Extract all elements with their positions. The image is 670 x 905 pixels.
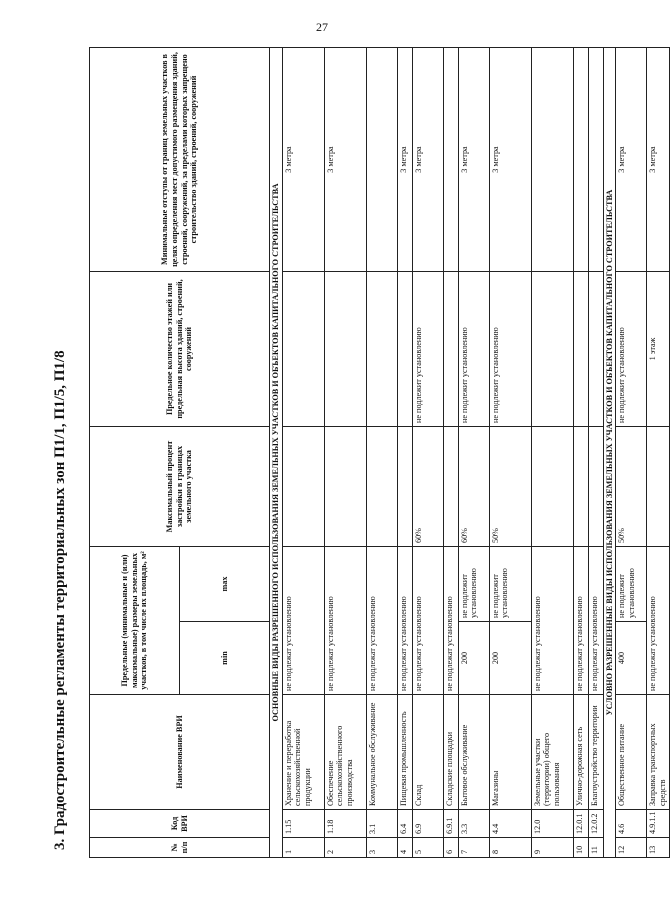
row-code: 4.4	[489, 810, 531, 838]
row-code: 1.15	[282, 810, 324, 838]
row-num: 10	[573, 838, 588, 858]
table-row	[443, 48, 458, 858]
row-code: 3.3	[458, 810, 489, 838]
row-num: 6	[443, 838, 458, 858]
row-max: не подлежит установлению	[458, 547, 489, 622]
table-row	[616, 48, 647, 858]
section-title: 3. Градостроительные регламенты территориальных зон П1/1, П1/5, П1/8	[52, 350, 68, 850]
page-number: 27	[316, 20, 328, 34]
row-name: Земельные участки (территории) общего пользования	[531, 695, 573, 810]
row-floors: не подлежит установлению	[412, 272, 443, 427]
row-num: 2	[324, 838, 366, 858]
row-floors	[324, 272, 366, 427]
row-size: не подлежат установлению	[412, 547, 443, 695]
row-num: 11	[588, 838, 603, 858]
row-coverage	[647, 427, 669, 547]
row-setback	[366, 48, 397, 272]
row-setback: 3 метра	[397, 48, 412, 272]
header-size-group: Предельные (минимальные и (или) максимальные) размеры земельных участков, в том числе их площадь, м²	[90, 547, 180, 695]
row-setback	[443, 48, 458, 272]
row-min: 400	[616, 622, 647, 695]
table-row	[573, 48, 588, 858]
row-setback: 3 метра	[282, 48, 324, 272]
section-main-row: ОСНОВНЫЕ ВИДЫ РАЗРЕШЕННОГО ИСПОЛЬЗОВАНИЯ ЗЕМЕЛЬНЫХ УЧАСТКОВ И ОБЪЕКТОВ КАПИТАЛЬНОГО СТРОИТЕЛЬСТВА	[270, 48, 283, 858]
row-coverage	[531, 427, 573, 547]
section-conditional-row: УСЛОВНО РАЗРЕШЕННЫЕ ВИДЫ ИСПОЛЬЗОВАНИЯ ЗЕМЕЛЬНЫХ УЧАСТКОВ И ОБЪЕКТОВ КАПИТАЛЬНОГО СТРОИТЕЛЬСТВА	[603, 48, 616, 858]
row-code: 6.9	[412, 810, 443, 838]
header-max: max	[180, 547, 270, 622]
row-setback: 3 метра	[616, 48, 647, 272]
table-row	[282, 48, 324, 858]
row-name: Общественное питание	[616, 695, 647, 810]
row-code: 6.9.1	[443, 810, 458, 838]
row-floors	[443, 272, 458, 427]
table-row	[324, 48, 366, 858]
header-setback: Минимальные отступы от границ земельных участков в целях определения мест допустимого размещения зданий, строений, сооружений, за пределами которых запрещено строительство зданий, строений, сооружений	[90, 48, 270, 272]
row-floors: не подлежит установлению	[458, 272, 489, 427]
row-coverage: 50%	[489, 427, 531, 547]
row-size: не подлежат установлению	[573, 547, 588, 695]
row-coverage	[397, 427, 412, 547]
row-name: Бытовое обслуживание	[458, 695, 489, 810]
row-name: Пищевая промышленность	[397, 695, 412, 810]
table-row	[588, 48, 603, 858]
row-size: не подлежат установлению	[443, 547, 458, 695]
row-min: 200	[489, 622, 531, 695]
table-row	[531, 48, 573, 858]
row-size: не подлежат установлению	[366, 547, 397, 695]
row-coverage	[324, 427, 366, 547]
row-num: 3	[366, 838, 397, 858]
row-setback	[531, 48, 573, 272]
row-floors	[573, 272, 588, 427]
table-row	[397, 48, 412, 858]
row-num: 8	[489, 838, 531, 858]
header-min: min	[180, 622, 270, 695]
row-size: не подлежат установлению	[282, 547, 324, 695]
row-coverage	[366, 427, 397, 547]
row-floors	[588, 272, 603, 427]
row-floors: не подлежит установлению	[616, 272, 647, 427]
row-name: Заправка транспортных средств	[647, 695, 669, 810]
row-max: не подлежит установлению	[489, 547, 531, 622]
row-num: 5	[412, 838, 443, 858]
table-row	[647, 48, 669, 858]
table-row	[412, 48, 443, 858]
row-name: Улично-дорожная сеть	[573, 695, 588, 810]
row-num: 12	[616, 838, 647, 858]
row-name: Склад	[412, 695, 443, 810]
row-num: 4	[397, 838, 412, 858]
row-min: 200	[458, 622, 489, 695]
table-row	[366, 48, 397, 858]
row-name: Магазины	[489, 695, 531, 810]
row-setback	[588, 48, 603, 272]
row-code: 1.18	[324, 810, 366, 838]
row-setback: 3 метра	[412, 48, 443, 272]
row-coverage	[282, 427, 324, 547]
row-code: 4.6	[616, 810, 647, 838]
row-code: 12.0.1	[573, 810, 588, 838]
row-setback: 3 метра	[647, 48, 669, 272]
row-name: Обеспечение сельскохозяйственного производства	[324, 695, 366, 810]
row-size: не подлежат установлению	[588, 547, 603, 695]
row-size: не подлежат установлению	[647, 547, 669, 695]
row-code: 3.1	[366, 810, 397, 838]
row-code: 12.0	[531, 810, 573, 838]
row-num: 7	[458, 838, 489, 858]
header-num: № п/п	[90, 838, 270, 858]
row-coverage: 60%	[458, 427, 489, 547]
table-row	[458, 48, 489, 858]
row-num: 1	[282, 838, 324, 858]
row-floors	[397, 272, 412, 427]
row-coverage	[588, 427, 603, 547]
row-setback	[573, 48, 588, 272]
regulations-table	[89, 47, 670, 858]
row-name: Хранение и переработка сельскохозяйственной продукции	[282, 695, 324, 810]
row-floors: не подлежит установлению	[489, 272, 531, 427]
row-name: Благоустройство территории	[588, 695, 603, 810]
row-size: не подлежат установлению	[531, 547, 573, 695]
row-size: не подлежат установлению	[324, 547, 366, 695]
row-coverage	[443, 427, 458, 547]
row-floors	[366, 272, 397, 427]
row-floors	[531, 272, 573, 427]
row-size: не подлежат установлению	[397, 547, 412, 695]
header-coverage: Максимальный процент застройки в границах земельного участка	[90, 427, 270, 547]
row-floors	[282, 272, 324, 427]
row-num: 9	[531, 838, 573, 858]
rotated-page-content	[52, 48, 668, 858]
row-setback: 3 метра	[489, 48, 531, 272]
row-max: не подлежит установлению	[616, 547, 647, 622]
row-coverage: 50%	[616, 427, 647, 547]
row-floors: 1 этаж	[647, 272, 669, 427]
row-code: 4.9.1.1	[647, 810, 669, 838]
table-row	[489, 48, 531, 858]
row-name: Складские площадки	[443, 695, 458, 810]
row-coverage	[573, 427, 588, 547]
header-code: Код ВРИ	[90, 810, 270, 838]
header-floors: Предельное количество этажей или предельная высота зданий, строений, сооружений	[90, 272, 270, 427]
header-name: Наименование ВРИ	[90, 695, 270, 810]
row-code: 12.0.2	[588, 810, 603, 838]
row-coverage: 60%	[412, 427, 443, 547]
row-setback: 3 метра	[324, 48, 366, 272]
row-name: Коммунальное обслуживание	[366, 695, 397, 810]
row-num: 13	[647, 838, 669, 858]
row-setback: 3 метра	[458, 48, 489, 272]
row-code: 6.4	[397, 810, 412, 838]
